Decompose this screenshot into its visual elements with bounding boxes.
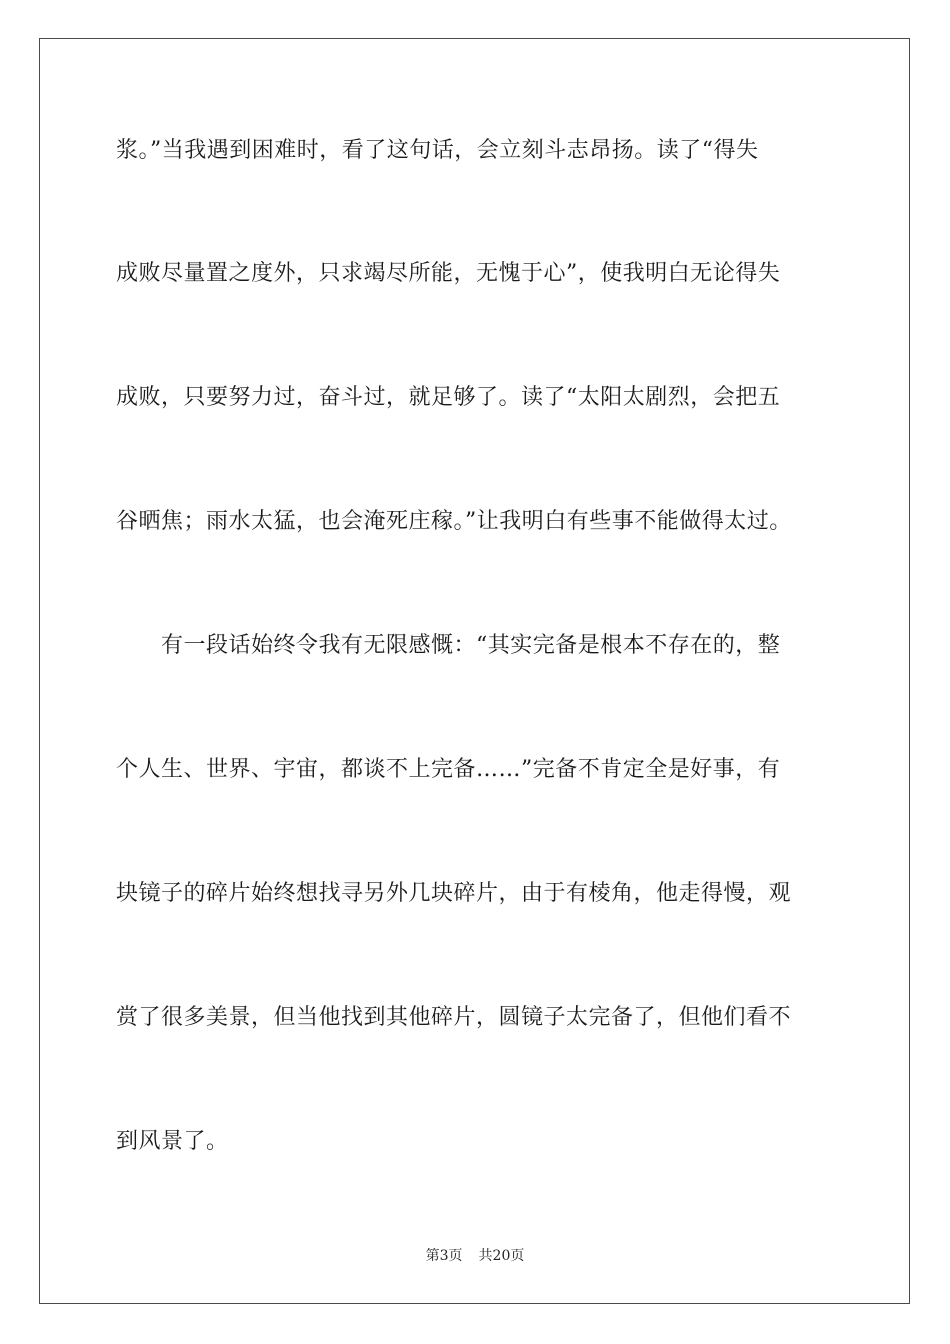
page-footer — [0, 1246, 950, 1266]
text-line: 到风景了。 — [116, 1129, 229, 1154]
paragraph-first-line: 有一段话始终令我有无限感慨：“其实完备是根本不存在的，整 — [161, 633, 781, 658]
page-number: 第3页 — [425, 1248, 463, 1264]
text-line: 谷晒焦；雨水太猛，也会淹死庄稼。”让我明白有些事不能做得太过。 — [116, 509, 792, 534]
text-line: 成败，只要努力过，奋斗过，就足够了。读了“太阳太剧烈，会把五 — [116, 385, 781, 410]
page-total: 共20页 — [478, 1248, 525, 1264]
text-line: 成败尽量置之度外，只求竭尽所能，无愧于心”，使我明白无论得失 — [116, 261, 781, 286]
text-line: 浆。”当我遇到困难时，看了这句话，会立刻斗志昂扬。读了“得失 — [116, 138, 759, 163]
text-line: 块镜子的碎片始终想找寻另外几块碎片，由于有棱角，他走得慢，观 — [116, 881, 792, 906]
text-line: 个人生、世界、宇宙，都谈不上完备……”完备不肯定全是好事，有 — [116, 757, 781, 782]
page-frame — [39, 38, 910, 1304]
text-line: 赏了很多美景，但当他找到其他碎片，圆镜子太完备了，但他们看不 — [116, 1005, 792, 1030]
